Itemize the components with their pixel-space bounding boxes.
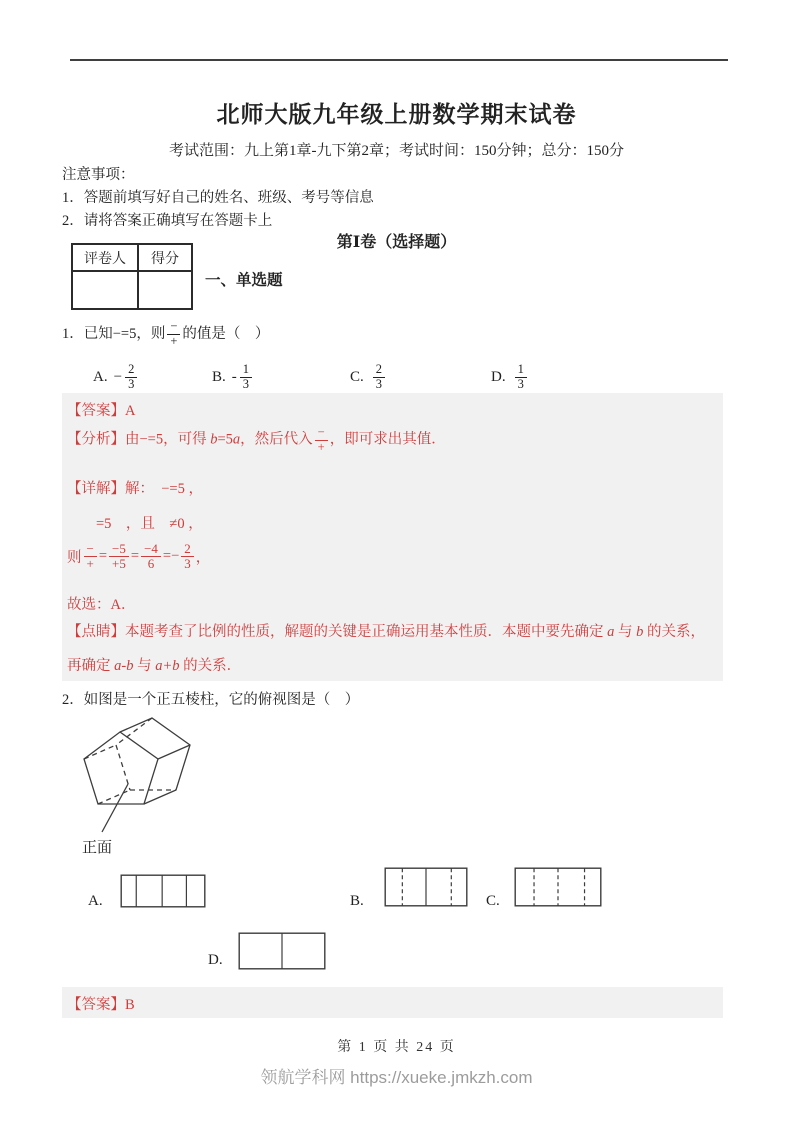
grader-score-table — [71, 243, 193, 310]
page-title: 北师大版九年级上册数学期末试卷 — [216, 102, 577, 127]
notice-item-2: 2．请将答案正确填写在答题卡上 — [62, 213, 273, 229]
q1-solution-block — [62, 393, 723, 681]
q1-comment-line: 【点睛】本题考查了比例的性质，解题的关键是正确运用基本性质．本题中要先确定 a 与 b 的关系，再确定 a-b 与 a+b 的关系． — [67, 624, 705, 674]
q1-option-a — [93, 363, 139, 392]
q2-answer-line: 【答案】B — [67, 997, 135, 1013]
q2-option-d-figure — [238, 932, 326, 970]
analysis-fraction: $\frac{-}{+}$ — [315, 426, 328, 455]
option-fraction: $\frac{1}{3}$ — [240, 363, 252, 392]
eq-fraction-3: $\frac{-4}{6}$ — [141, 542, 161, 572]
exam-scope-line: 考试范围：九上第1章-九下第2章；考试时间：150分钟；总分：150分 — [169, 143, 624, 159]
q2-option-d-label: D. — [208, 952, 223, 968]
eq-fraction-4: $\frac{2}{3}$ — [181, 542, 194, 572]
option-letter: D. — [491, 368, 506, 385]
table-value-row — [72, 271, 192, 309]
option-fraction: $\frac{2}{3}$ — [125, 363, 137, 392]
question-2-stem: 2．如图是一个正五棱柱，它的俯视图是（ ） — [62, 692, 360, 708]
section-1-title: 第Ⅰ卷（选择题） — [336, 234, 457, 251]
option-fraction: $\frac{2}{3}$ — [373, 363, 385, 392]
question-1-stem — [62, 318, 269, 350]
table-header-row — [72, 244, 192, 271]
q1-analysis-line: 【分析】由−=5，可得 b=5a，然后代入 $\frac{-}{+}$ ，即可求出其值． — [67, 425, 446, 454]
part-1-heading: 一、单选题 — [205, 272, 283, 289]
page-number: 第 1 页 共 24 页 — [337, 1040, 456, 1055]
q2-option-b-label: B. — [350, 893, 364, 909]
q1-equation-line: 则 $\frac{-}{+}$ = $\frac{-5}{+5}$ = $\frac{-4}{6}$ =− $\frac{2}{3}$ ， — [67, 541, 211, 572]
q2-option-c-label: C. — [486, 893, 500, 909]
notice-heading: 注意事项： — [62, 167, 135, 183]
option-sign: − — [113, 368, 123, 385]
q1-detail-line-2: =5 ，且 ≠0 ， — [67, 516, 203, 532]
grader-header-cell: 评卷人 — [72, 244, 138, 271]
eq-fraction-1: $\frac{-}{+}$ — [84, 542, 97, 572]
q2-option-b-figure — [384, 867, 468, 907]
option-letter: B. — [212, 368, 226, 385]
notice-item-1: 1．答题前填写好自己的姓名、班级、考号等信息 — [62, 190, 374, 206]
q2-answer-block — [62, 987, 723, 1018]
eq-fraction-2: $\frac{-5}{+5}$ — [109, 542, 129, 572]
q1-option-d — [491, 363, 529, 392]
pentagonal-prism-figure — [76, 712, 201, 857]
grader-value-cell — [72, 271, 138, 309]
prism-drawing — [76, 712, 201, 842]
option-letter: A. — [93, 368, 108, 385]
top-rule — [70, 59, 728, 61]
option-sign: - — [231, 368, 237, 385]
q1-option-b — [212, 363, 254, 392]
q1-conclusion-line: 故选：A． — [67, 597, 136, 613]
q2-option-a-figure — [120, 874, 206, 908]
watermark-site: 领航学科网 https://xueke.jmkzh.com — [260, 1068, 533, 1087]
score-header-cell: 得分 — [138, 244, 192, 271]
option-letter: C. — [350, 368, 364, 385]
q2-option-a-label: A. — [88, 893, 103, 909]
q1-detail-line-1: 【详解】解： −=5 ， — [67, 481, 203, 497]
q1-fraction: $\frac{-}{+}$ — [167, 320, 180, 349]
q1-stem-post: 的值是（ ） — [182, 326, 270, 342]
q1-stem-pre: 1．已知−=5，则 — [62, 326, 166, 342]
q2-option-c-figure — [514, 867, 602, 907]
prism-front-label: 正面 — [82, 840, 113, 856]
option-fraction: $\frac{1}{3}$ — [515, 363, 527, 392]
score-value-cell — [138, 271, 192, 309]
q1-option-c — [350, 363, 387, 392]
q1-answer-line: 【答案】A — [67, 403, 136, 419]
